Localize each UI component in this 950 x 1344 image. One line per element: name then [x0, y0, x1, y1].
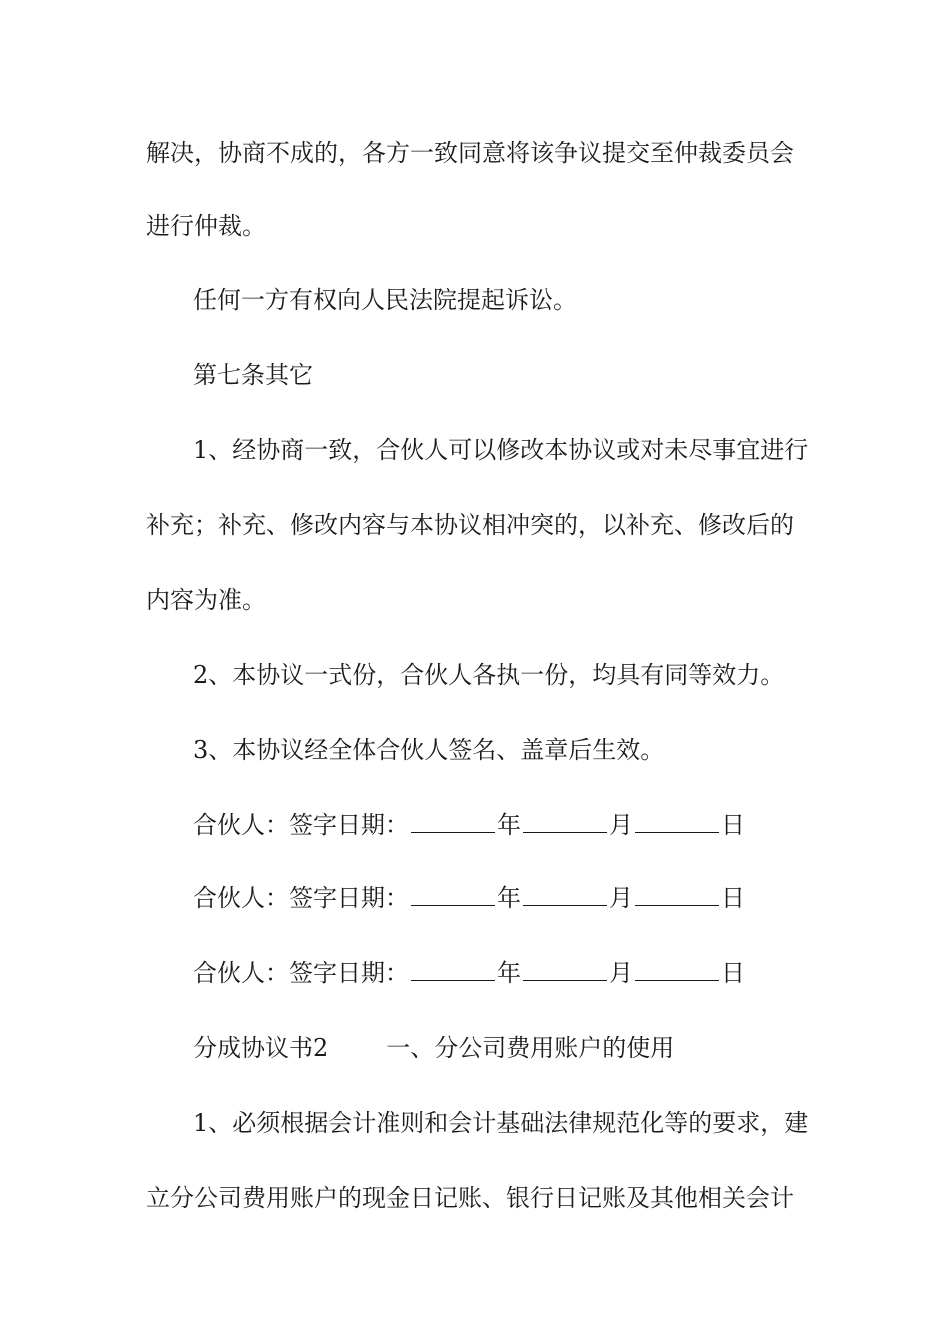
year-label: 年 — [497, 884, 521, 912]
year-blank[interactable] — [411, 958, 495, 981]
paragraph-line: 进行仲裁。 — [146, 212, 266, 240]
article-heading: 第七条其它 — [193, 361, 313, 389]
section-title: 分成协议书2 — [193, 1034, 329, 1062]
signature-label: 合伙人：签字日期： — [193, 959, 409, 987]
paragraph-line: 任何一方有权向人民法院提起诉讼。 — [193, 286, 577, 314]
signature-line — [193, 958, 745, 988]
year-label: 年 — [497, 959, 521, 987]
paragraph-line: 2、本协议一式份，合伙人各执一份，均具有同等效力。 — [193, 661, 785, 689]
day-label: 日 — [721, 811, 745, 839]
month-blank[interactable] — [523, 883, 607, 906]
paragraph-line: 立分公司费用账户的现金日记账、银行日记账及其他相关会计 — [146, 1184, 794, 1212]
paragraph-line: 1、必须根据会计准则和会计基础法律规范化等的要求，建 — [193, 1109, 809, 1137]
month-blank[interactable] — [523, 810, 607, 833]
day-blank[interactable] — [635, 810, 719, 833]
day-blank[interactable] — [635, 883, 719, 906]
month-label: 月 — [609, 959, 633, 987]
day-label: 日 — [721, 884, 745, 912]
section-subtitle: 一、分公司费用账户的使用 — [386, 1034, 675, 1062]
signature-line — [193, 883, 745, 913]
month-blank[interactable] — [523, 958, 607, 981]
paragraph-line: 1、经协商一致，合伙人可以修改本协议或对未尽事宜进行 — [193, 436, 809, 464]
year-blank[interactable] — [411, 883, 495, 906]
signature-label: 合伙人：签字日期： — [193, 884, 409, 912]
signature-line — [193, 810, 745, 840]
year-label: 年 — [497, 811, 521, 839]
year-blank[interactable] — [411, 810, 495, 833]
paragraph-line: 补充；补充、修改内容与本协议相冲突的，以补充、修改后的 — [146, 511, 794, 539]
day-label: 日 — [721, 959, 745, 987]
paragraph-line: 3、本协议经全体合伙人签名、盖章后生效。 — [193, 736, 665, 764]
paragraph-line: 解决，协商不成的，各方一致同意将该争议提交至仲裁委员会 — [146, 139, 794, 167]
day-blank[interactable] — [635, 958, 719, 981]
section-heading — [193, 1033, 674, 1063]
month-label: 月 — [609, 811, 633, 839]
paragraph-line: 内容为准。 — [146, 586, 266, 614]
signature-label: 合伙人：签字日期： — [193, 811, 409, 839]
month-label: 月 — [609, 884, 633, 912]
